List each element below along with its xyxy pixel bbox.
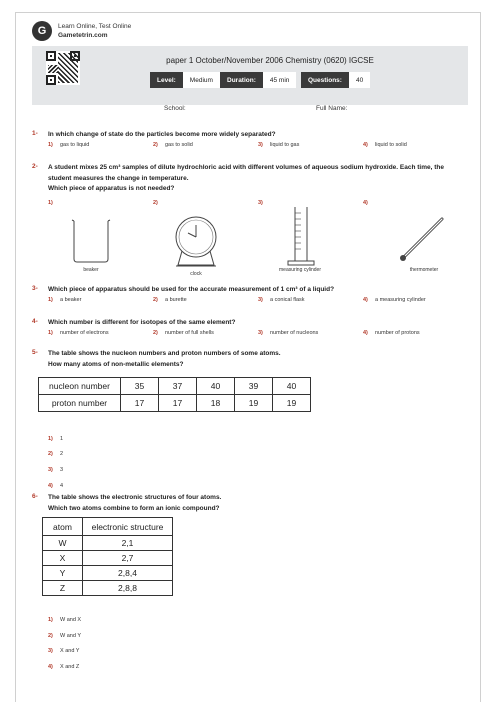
brand <box>32 21 131 41</box>
nucleon-table: nucleon number 35 37 40 39 40 proton number 17 17 18 19 19 <box>38 377 311 412</box>
option[interactable]: 1) gas to liquid <box>48 142 90 148</box>
option[interactable]: 3) a conical flask <box>258 297 305 303</box>
school-label: School: <box>164 105 186 112</box>
option[interactable]: 4) a measuring cylinder <box>363 297 426 303</box>
beaker-label: beaker <box>83 267 99 273</box>
option[interactable]: 4) 4 <box>48 483 64 489</box>
option[interactable]: 2) a burette <box>153 297 187 303</box>
option[interactable]: 2) <box>153 200 158 206</box>
option[interactable]: 1) W and X <box>48 617 82 623</box>
beaker-icon <box>66 215 116 265</box>
fullname-label: Full Name: <box>316 105 348 112</box>
option[interactable]: 1) 1 <box>48 436 64 442</box>
paper-title: paper 1 October/November 2006 Chemistry (0620) IGCSE <box>166 56 374 65</box>
questions-badge: Questions: 40 <box>301 72 370 88</box>
paper-header <box>32 46 468 105</box>
option[interactable]: 1) number of electrons <box>48 330 109 336</box>
worksheet-page: G Learn Online, Test Online Gametetrin.com paper 1 October/November 2006 Chemistry (0620) IGCSE Level: Medium Duration: 45 min Questions: 40 School: Full Name: 1- In which change of state do the particles become more widely separated? 1) gas to liquid 2) gas to solid 3) liquid to gas 4) liquid to solid 2- A student mixes 25 cm³ samples of dilute hydrochloric acid with different volumes of aqueous sodium hydroxide. Each time, the student measures the change in temperature. Which piece of apparatus is not needed? 1) 2) 3) 4) beaker clock measuring cylinder thermometer 3- Which piece of apparatus should be used for the accurate measurement of 1 cm³ of a liquid? 1) a beaker 2) a burette 3) a conical flask 4) a measuring cylinder 4- Which number is different for isotopes of the same element? 1) number of electrons 2) number of full shells 3) number of nucleons 4) number of protons 5- The table shows the nucleon numbers and proton numbers of some atoms. How many atoms of non-metallic elements? nucleon number 35 37 40 39 40 proton number 17 17 18 19 19 1) 1 2) 2 3) 3 4) 4 6- The table shows the electronic structures of four atoms. Which two atoms combine to form an ionic compound? atom electronic structure W 2,1 X 2,7 Y 2,8,4 Z 2,8,8 1) W and X 2) W and Y 3) X and Y 4) X and Z <box>15 12 481 702</box>
option[interactable]: 4) X and Z <box>48 664 80 670</box>
logo-icon: G <box>32 21 52 41</box>
option[interactable]: 2) number of full shells <box>153 330 214 336</box>
option[interactable]: 4) liquid to solid <box>363 142 407 148</box>
option[interactable]: 2) 2 <box>48 451 64 457</box>
option[interactable]: 3) 3 <box>48 467 64 473</box>
measuring-cylinder-icon <box>276 203 326 273</box>
option[interactable]: 2) gas to solid <box>153 142 193 148</box>
option[interactable]: 3) <box>258 200 263 206</box>
option[interactable]: 4) number of protons <box>363 330 420 336</box>
clock-icon <box>168 215 224 269</box>
brand-tagline: Learn Online, Test Online <box>58 23 132 30</box>
thermometer-label: thermometer <box>409 267 439 273</box>
electronic-structure-table: atom electronic structure W 2,1 X 2,7 Y 2,8,4 Z 2,8,8 <box>42 517 173 596</box>
brand-site: Gametetrin.com <box>58 32 108 39</box>
option[interactable]: 2) W and Y <box>48 633 81 639</box>
option[interactable]: 3) number of nucleons <box>258 330 319 336</box>
measuring-cylinder-label: measuring cylinder <box>279 267 321 273</box>
option[interactable]: 1) <box>48 200 53 206</box>
option[interactable]: 3) X and Y <box>48 648 80 654</box>
clock-label: clock <box>190 271 202 277</box>
duration-badge: Duration: 45 min <box>220 72 296 88</box>
option[interactable]: 4) <box>363 200 368 206</box>
level-badge: Level: Medium <box>150 72 220 88</box>
option[interactable]: 3) liquid to gas <box>258 142 300 148</box>
thermometer-icon <box>392 215 452 265</box>
option[interactable]: 1) a beaker <box>48 297 82 303</box>
